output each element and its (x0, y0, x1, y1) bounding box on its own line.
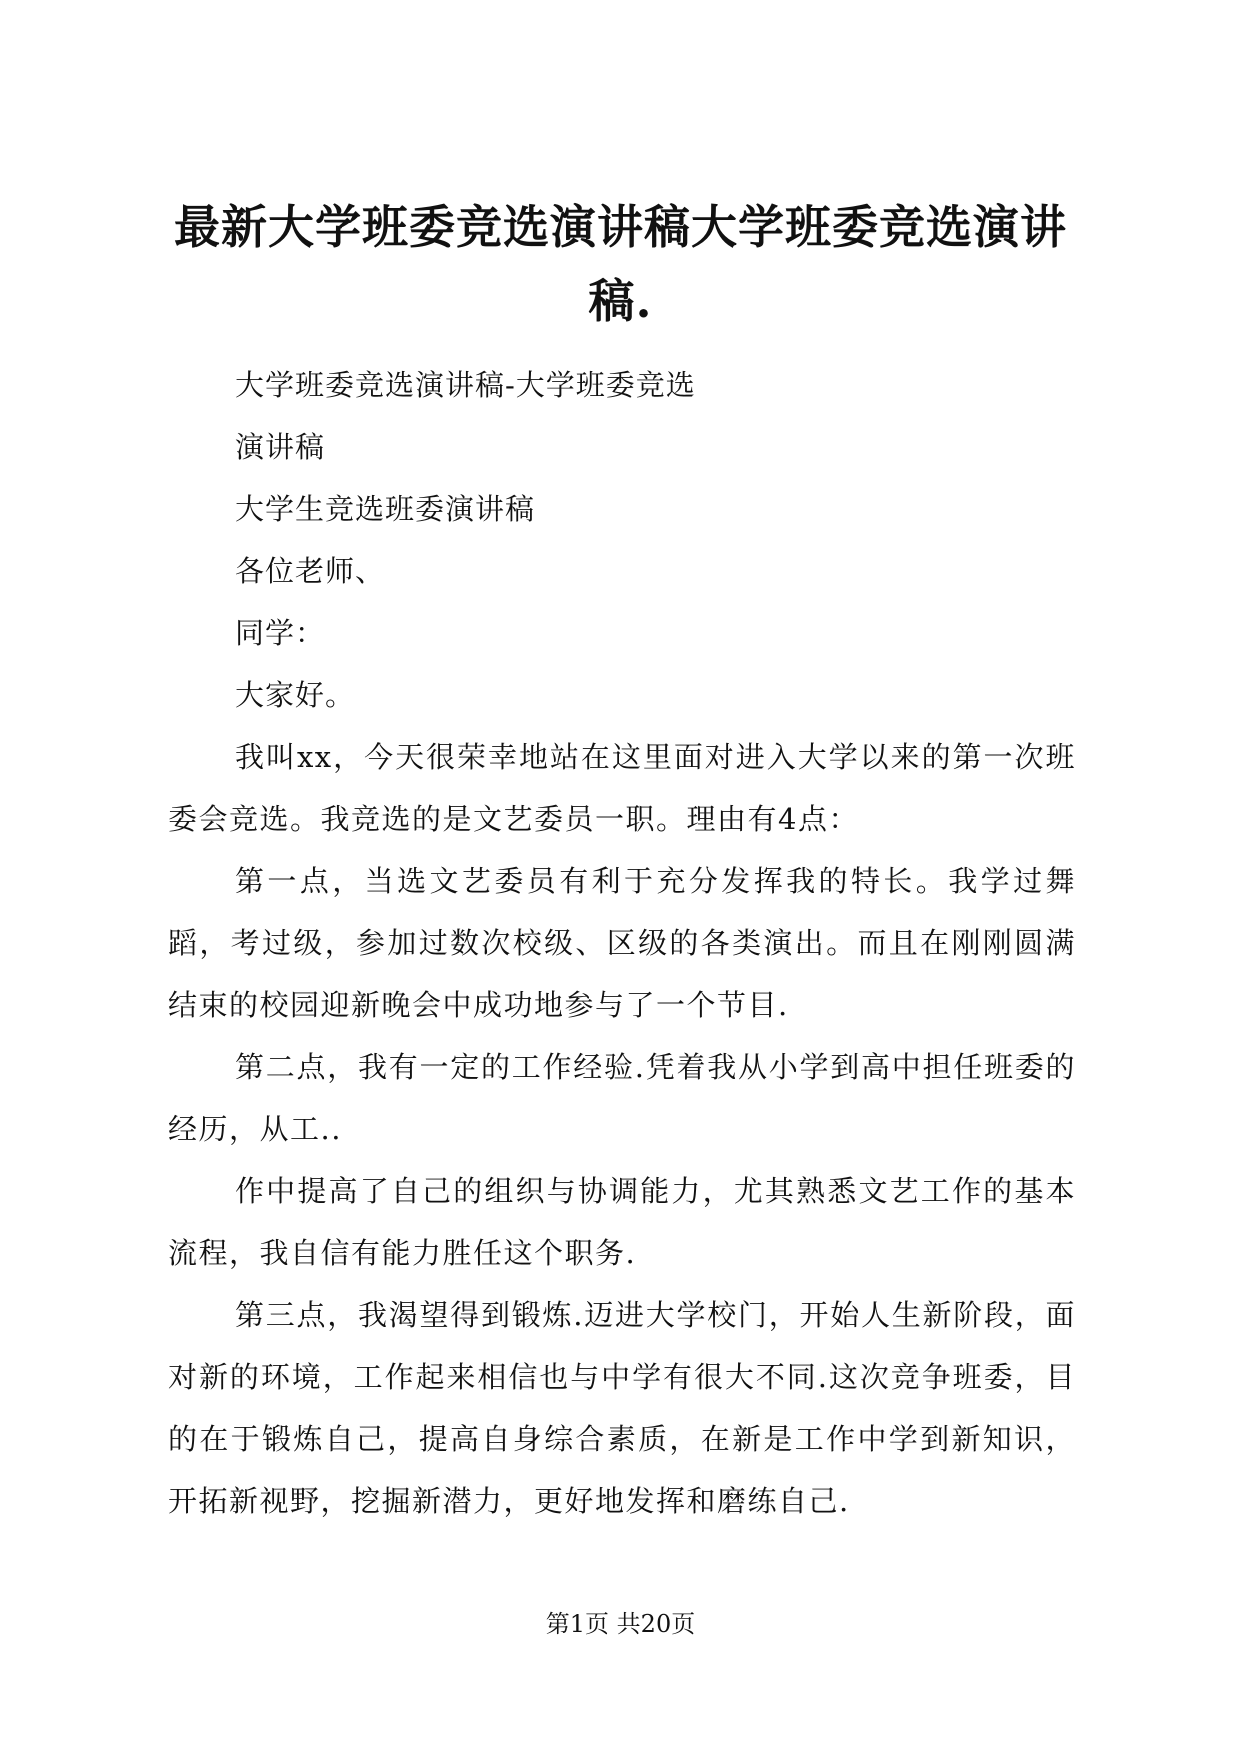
subtitle-line: 大学班委竞选演讲稿-大学班委竞选 (235, 368, 696, 402)
greeting: 大家好。 (235, 678, 356, 712)
paragraph-point-two: 第二点，我有一定的工作经验.凭着我从小学到高中担任班委的经历，从工.. (168, 1050, 1076, 1146)
paragraph-point-three: 第三点，我渴望得到锻炼.迈进大学校门，开始人生新阶段，面对新的环境，工作起来相信也与中学有很大不同.这次竞争班委，目的在于锻炼自己，提高自身综合素质，在新是工作中学到新知识，开拓新视野，挖掘新潜力，更好地发挥和磨练自己. (168, 1298, 1076, 1518)
salutation-students: 同学： (235, 616, 326, 650)
subtitle-line-continued: 演讲稿 (235, 430, 326, 464)
paragraph-point-two-continued: 作中提高了自己的组织与协调能力，尤其熟悉文艺工作的基本流程，我自信有能力胜任这个职务. (168, 1174, 1076, 1270)
salutation-teachers: 各位老师、 (235, 554, 386, 588)
page-footer: 第1页 共20页 (545, 1610, 696, 1638)
document-body (168, 354, 1076, 1532)
paragraph-point-one: 第一点，当选文艺委员有利于充分发挥我的特长。我学过舞蹈，考过级，参加过数次校级、区级的各类演出。而且在刚刚圆满结束的校园迎新晚会中成功地参与了一个节目. (168, 864, 1076, 1022)
paragraph-intro: 我叫xx，今天很荣幸地站在这里面对进入大学以来的第一次班委会竞选。我竞选的是文艺委员一职。理由有4点： (168, 740, 1076, 836)
document-title: 最新大学班委竞选演讲稿大学班委竞选演讲稿. (174, 200, 1067, 328)
speech-heading: 大学生竞选班委演讲稿 (235, 492, 536, 526)
